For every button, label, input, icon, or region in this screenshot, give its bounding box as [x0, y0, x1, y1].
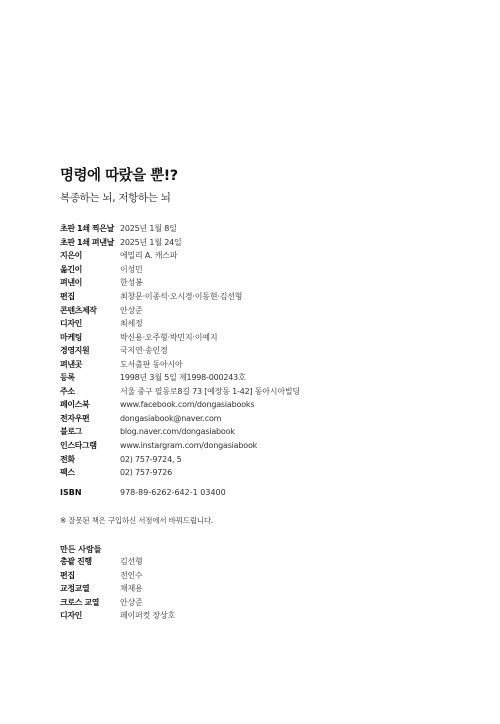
- colophon-row: [60, 317, 300, 331]
- maker-label: 디자인: [60, 611, 82, 621]
- maker-row: [60, 596, 175, 610]
- colophon-value: 에밀리 A. 캐스파: [120, 251, 178, 261]
- maker-label: 교정교열: [60, 584, 90, 594]
- maker-row: [60, 609, 175, 623]
- colophon-label: 팩스: [60, 468, 75, 478]
- maker-label: 크로스 교열: [60, 597, 100, 607]
- maker-row: [60, 555, 175, 569]
- colophon-value: 최세정: [120, 319, 143, 329]
- colophon-label: 디자인: [60, 319, 82, 329]
- colophon-row: [60, 236, 300, 250]
- colophon-label: 블로그: [60, 427, 82, 437]
- colophon-label: 옮긴이: [60, 264, 82, 274]
- colophon-value: dongasiabook@naver.com: [120, 413, 222, 423]
- colophon-row: [60, 249, 300, 263]
- exchange-notice: ※ 잘못된 책은 구입하신 서점에서 바꿔드립니다.: [60, 516, 214, 525]
- book-title: 명령에 따랐을 뿐!?: [60, 168, 178, 184]
- colophon-label: 인스타그램: [60, 441, 97, 451]
- maker-value: 안상준: [120, 597, 143, 607]
- maker-value: 채재용: [120, 584, 143, 594]
- isbn-label: ISBN: [60, 488, 82, 497]
- colophon-label: 등록: [60, 373, 75, 383]
- colophon-label: 편집: [60, 292, 75, 301]
- colophon-row: [60, 357, 300, 371]
- colophon-row: [60, 290, 300, 304]
- colophon-value: 2025년 1월 24일: [120, 237, 182, 247]
- colophon-row: [60, 466, 300, 480]
- book-subtitle: 복종하는 뇌, 저항하는 뇌: [60, 192, 171, 204]
- colophon-label: 초판 1쇄 펴낸날: [60, 237, 114, 247]
- colophon-row: [60, 276, 300, 290]
- colophon-row: [60, 439, 300, 453]
- maker-label: 편집: [60, 570, 75, 580]
- colophon-row: [60, 371, 300, 385]
- colophon-row: [60, 303, 300, 317]
- colophon-row: [60, 452, 300, 466]
- colophon-value: 2025년 1월 8일: [120, 224, 177, 234]
- colophon-value: www.facebook.com/dongasiabooks: [120, 400, 255, 410]
- colophon-label: 콘텐츠제작: [60, 305, 97, 315]
- colophon-value: 1998년 3월 5일 제1998-000243호: [120, 373, 246, 383]
- colophon-value: 도서출판 동아시아: [120, 359, 183, 369]
- colophon-row: [60, 330, 300, 344]
- colophon-list: [60, 222, 300, 479]
- colophon-value: 02) 757-9726: [120, 468, 172, 478]
- maker-value: 김선형: [120, 557, 143, 567]
- colophon-label: 펴낸곳: [60, 359, 82, 369]
- colophon-row: [60, 344, 300, 358]
- colophon-row: [60, 263, 300, 277]
- maker-value: 페이퍼컷 장상호: [120, 611, 176, 621]
- isbn-value: 978-89-6262-642-1 03400: [120, 488, 226, 497]
- maker-row: [60, 569, 175, 583]
- makers-heading: 만든 사람들: [60, 545, 102, 554]
- colophon-row: [60, 222, 300, 236]
- colophon-label: 지은이: [60, 251, 82, 261]
- colophon-value: 박신용·오주형·박민지·이예지: [120, 332, 218, 342]
- colophon-value: www.instargram.com/dongasiabook: [120, 441, 258, 451]
- isbn-row: [60, 488, 226, 497]
- colophon-value: blog.naver.com/dongasiabook: [120, 427, 235, 437]
- colophon-label: 펴낸이: [60, 278, 82, 288]
- colophon-value: 한성봉: [120, 278, 143, 288]
- colophon-label: 전화: [60, 454, 75, 464]
- colophon-label: 경영지원: [60, 346, 90, 356]
- maker-value: 전인수: [120, 570, 143, 580]
- makers-list: [60, 555, 175, 623]
- colophon-value: 서울 중구 필동로8길 73 [예장동 1-42] 동아시아빌딩: [120, 386, 300, 396]
- colophon-value: 02) 757-9724, 5: [120, 454, 182, 464]
- maker-row: [60, 582, 175, 596]
- colophon-row: [60, 425, 300, 439]
- colophon-value: 안상준: [120, 305, 143, 315]
- colophon-row: [60, 385, 300, 399]
- colophon-value: 국지연·송인경: [120, 346, 168, 356]
- colophon-label: 마케팅: [60, 332, 82, 342]
- colophon-label: 전자우편: [60, 413, 90, 423]
- colophon-row: [60, 412, 300, 426]
- colophon-row: [60, 398, 300, 412]
- colophon-value: 이성민: [120, 264, 143, 274]
- colophon-label: 페이스북: [60, 400, 90, 410]
- colophon-label: 초판 1쇄 찍은날: [60, 224, 114, 234]
- colophon-label: 주소: [60, 386, 75, 396]
- colophon-value: 최창문·이종석·오시경·이동현·김선형: [120, 292, 243, 301]
- maker-label: 총괄 진행: [60, 557, 92, 567]
